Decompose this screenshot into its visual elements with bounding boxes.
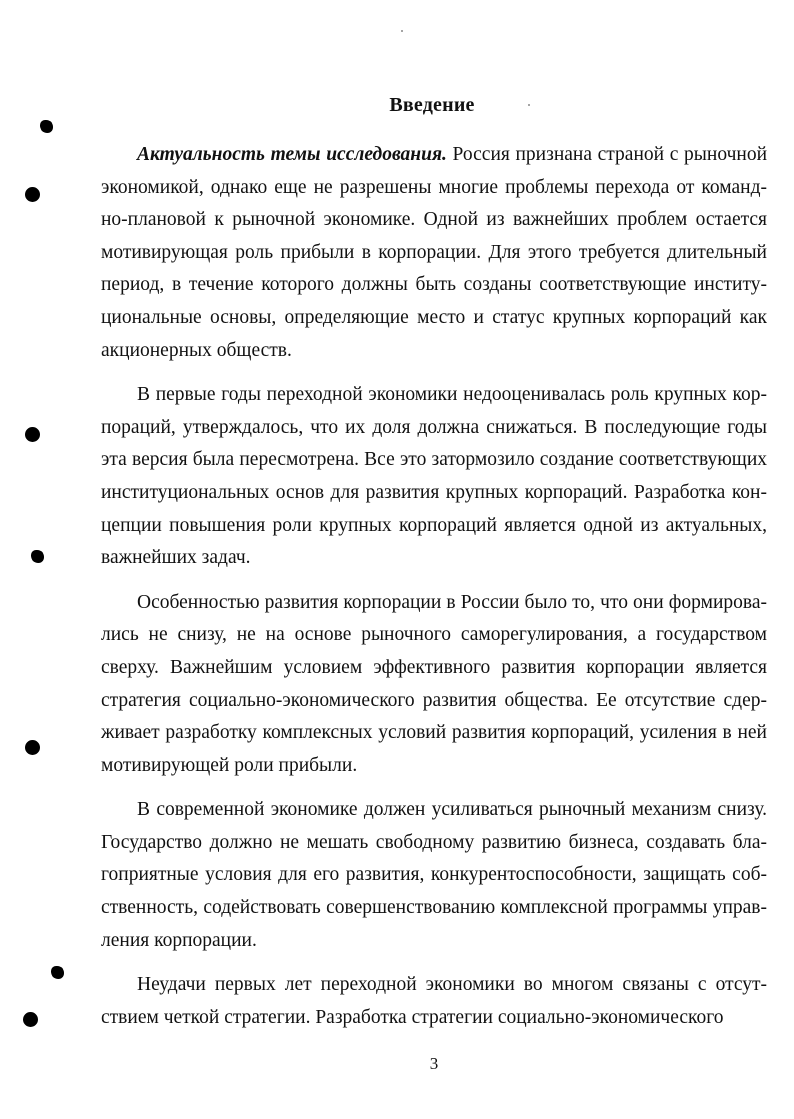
punch-hole-mark xyxy=(51,966,64,979)
paragraph: В первые годы переходной экономики недооценивалась роль крупных корпораций, утверждалось, что их доля должна снижаться. В последующие годы эта версия была пересмотрена. Все это затормозило создание соответствующих институциональных основ для развития крупных корпораций. Разработка концепции повышения роли крупных корпораций является одной из актуальных, важнейших задач. xyxy=(101,384,767,569)
page-number: 3 xyxy=(429,1054,439,1073)
punch-hole-mark xyxy=(31,550,44,563)
punch-hole-mark xyxy=(40,120,53,133)
punch-hole-mark xyxy=(25,427,40,442)
body-text xyxy=(101,139,767,1034)
punch-hole-mark xyxy=(23,1012,38,1027)
punch-hole-mark xyxy=(25,740,40,755)
paragraph: Особенностью развития корпорации в России было то, что они формировались не снизу, не на основе рыночного саморегулирования, а государством сверху. Важнейшим условием эффективного развития корпорации является стратегия социально-экономического развития общества. Ее отсутствие сдерживает разработку комплексных условий развития корпораций, усиления в ней мотивирующей роли прибыли. xyxy=(101,591,767,776)
paragraph-text: Россия признана страной с рыночной экономикой, однако еще не разрешены многие проблемы перехода от командно-плановой к рыночной экономике. Одной из важнейших проблем остается мотивирующая роль прибыли в корпорации. Для этого требуется длительный период, в течение которого должны быть созданы соответствующие институциональные основы, определяющие место и статус крупных корпораций как акционерных обществ. xyxy=(101,144,767,361)
page-title: Введение xyxy=(389,94,475,116)
paragraph: В современной экономике должен усиливаться рыночный механизм снизу. Государство должно не мешать свободному развитию бизнеса, создавать благоприятные условия для его развития, конкурентоспособности, защищать собственность, содействовать совершенствованию комплексной программы управления корпорации. xyxy=(101,799,767,951)
paragraph-lead: Актуальность темы исследования. xyxy=(137,144,447,165)
paragraph xyxy=(101,139,767,367)
punch-hole-mark xyxy=(25,187,40,202)
scan-speck xyxy=(401,30,403,32)
paragraph: Неудачи первых лет переходной экономики во многом связаны с отсутствием четкой стратегии. Разработка стратегии социально-экономического xyxy=(101,974,767,1028)
